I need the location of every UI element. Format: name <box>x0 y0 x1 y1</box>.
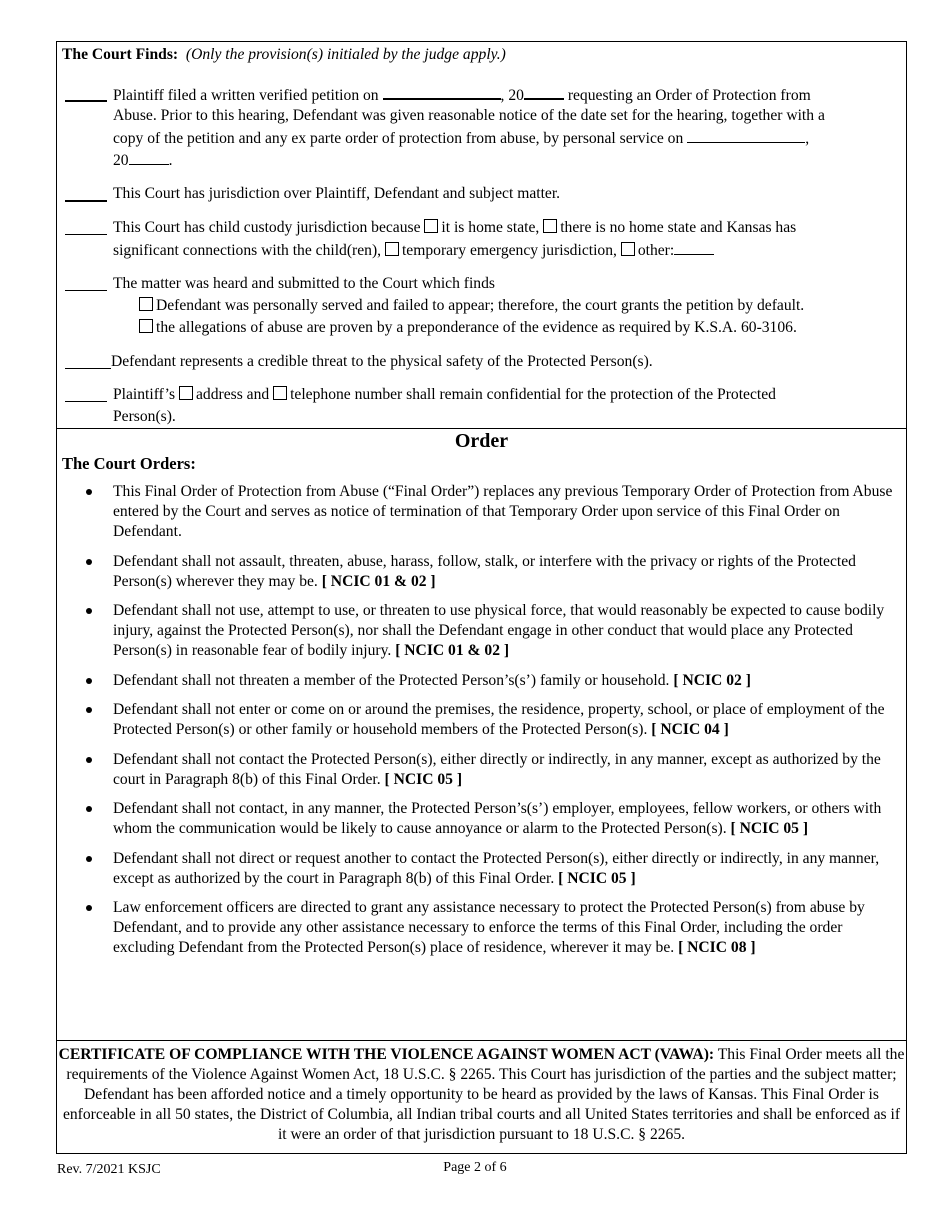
order-item <box>57 482 894 542</box>
finding-petition-filed <box>65 84 898 172</box>
bullet-icon <box>86 757 92 763</box>
home-state-label: it is home state, <box>441 219 540 236</box>
default-label: Defendant was personally served and failed to appear; therefore, the court grants the petition by default. <box>156 297 805 314</box>
petition-line-3: copy of the petition and any ex parte order of protection from abuse, by personal service on <box>113 130 684 147</box>
order-item <box>57 750 894 790</box>
petition-line-2: Abuse. Prior to this hearing, Defendant was given reasonable notice of the date set for the hearing, together with a <box>113 107 825 124</box>
bullet-icon <box>86 608 92 614</box>
order-item <box>57 671 894 691</box>
emergency-jurisdiction-checkbox[interactable] <box>385 242 399 256</box>
address-label: address and <box>196 386 270 403</box>
petition-date-blank[interactable] <box>383 84 501 100</box>
initial-blank[interactable] <box>65 218 107 235</box>
significant-connections-label: significant connections with the child(ren), <box>113 242 382 259</box>
court-orders-heading: The Court Orders: <box>62 454 196 473</box>
custody-text: This Court has child custody jurisdiction because <box>113 219 421 236</box>
bullet-icon <box>86 806 92 812</box>
order-item-text: Defendant shall not contact the Protected Person(s), either directly or indirectly, in any manner, except as authorized by the court in Paragraph 8(b) of this Final Order. <box>113 750 881 788</box>
initial-blank[interactable] <box>65 352 111 369</box>
ncic-code: [ NCIC 08 ] <box>678 939 756 956</box>
vawa-certificate-text: This Final Order meets all the requirements of the Violence Against Women Act, 18 U.S.C. § 2265. This Court has jurisdiction of the parties and the subject matter; Defendant has been afforded notice and a timely opportunity to be heard as provided by the laws of Kansas. This Final Order is enforceable in all 50 states, the District of Columbia, all Indian tribal courts and all United States territories and shall be enforced as if it were an order of that jurisdiction pursuant to 18 U.S.C. § 2265. <box>62 1046 905 1143</box>
jurisdiction-text: This Court has jurisdiction over Plaintiff, Defendant and subject matter. <box>113 185 561 202</box>
allegations-proven-label: the allegations of abuse are proven by a preponderance of the evidence as required by K.S.A. 60-3106. <box>156 319 797 336</box>
comma: , <box>805 130 810 147</box>
initial-blank[interactable] <box>65 385 107 402</box>
service-date-blank[interactable] <box>687 128 805 143</box>
order-item-text: Defendant shall not assault, threaten, abuse, harass, follow, stalk, or interfere with the privacy or rights of the Protected Person(s) wherever they may be. <box>113 552 856 590</box>
finding-custody-jurisdiction <box>65 218 898 262</box>
finding-jurisdiction <box>65 184 898 204</box>
other-label: other: <box>637 242 675 259</box>
other-checkbox[interactable] <box>621 242 635 256</box>
emergency-jurisdiction-label: temporary emergency jurisdiction, <box>401 242 617 259</box>
bullet-icon <box>86 707 92 713</box>
bullet-icon <box>86 856 92 862</box>
ncic-code: [ NCIC 04 ] <box>651 721 729 738</box>
credible-threat-text: Defendant represents a credible threat to the physical safety of the Protected Person(s). <box>111 353 653 370</box>
finding-matter-heard <box>65 274 898 340</box>
order-item <box>57 799 894 839</box>
ncic-code: [ NCIC 01 & 02 ] <box>321 572 436 590</box>
court-finds-note: (Only the provision(s) initialed by the judge apply.) <box>185 46 506 63</box>
petition-text-2: , 20 <box>500 87 524 104</box>
order-item-text: Defendant shall not threaten a member of the Protected Person’s(s’) family or household. <box>113 671 674 689</box>
ncic-code: [ NCIC 02 ] <box>673 671 751 689</box>
other-blank[interactable] <box>674 240 714 255</box>
home-state-checkbox[interactable] <box>424 219 438 233</box>
telephone-label: telephone number shall remain confidential for the protection of the Protected <box>290 386 776 403</box>
order-list <box>57 482 894 968</box>
service-year-prefix: 20 <box>113 152 129 169</box>
no-home-state-checkbox[interactable] <box>543 219 557 233</box>
initial-blank[interactable] <box>65 184 107 202</box>
order-item <box>57 898 894 958</box>
initial-blank[interactable] <box>65 84 107 102</box>
court-finds-section <box>57 42 906 429</box>
default-checkbox[interactable] <box>139 297 153 311</box>
order-item-text: Defendant shall not use, attempt to use, or threaten to use physical force, that would reasonably be expected to cause bodily injury, against the Protected Person(s), nor shall the Defendant engage in other conduct that would place any Protected Person(s) in reasonable fear of bodily injury. <box>113 602 885 659</box>
order-item-text: Defendant shall not direct or request another to contact the Protected Person(s), either directly or indirectly, in any manner, except as authorized by the court in Paragraph 8(b) of this Final Order. <box>113 849 880 887</box>
form-frame <box>56 41 907 1154</box>
finding-confidential <box>65 385 898 429</box>
ncic-code: [ NCIC 05 ] <box>558 869 636 887</box>
order-item-text: Defendant shall not contact, in any manner, the Protected Person’s(s’) employer, employees, fellow workers, or others with whom the communication would be likely to cause annoyance or alarm to the Protected Person(s). <box>113 800 882 837</box>
bullet-icon <box>86 905 92 911</box>
order-item-text: This Final Order of Protection from Abuse (“Final Order”) replaces any previous Temporary Order of Protection from Abuse entered by the Court and serves as notice of termination of that Temporary Order upon service of this Final Order on Defendant. <box>113 483 893 540</box>
bullet-icon <box>86 559 92 565</box>
matter-heard-text: The matter was heard and submitted to the Court which finds <box>113 275 495 292</box>
revision-label: Rev. 7/2021 KSJC <box>57 1162 161 1177</box>
address-checkbox[interactable] <box>179 386 193 400</box>
court-finds-heading <box>62 45 506 65</box>
no-home-state-label: there is no home state and Kansas has <box>560 219 797 236</box>
vawa-certificate <box>57 1045 906 1145</box>
court-finds-title: The Court Finds: <box>62 46 179 63</box>
bullet-icon <box>86 678 92 684</box>
allegations-proven-checkbox[interactable] <box>139 319 153 333</box>
ncic-code: [ NCIC 05 ] <box>730 820 809 837</box>
petition-text-3: requesting an Order of Protection from <box>567 87 811 104</box>
confidential-line-2: Person(s). <box>113 408 176 425</box>
order-section <box>57 428 906 1041</box>
period: . <box>168 152 173 169</box>
telephone-checkbox[interactable] <box>273 386 287 400</box>
initial-blank[interactable] <box>65 274 107 291</box>
petition-text-1: Plaintiff filed a written verified petition on <box>113 87 379 104</box>
vawa-certificate-section <box>57 1040 906 1154</box>
order-title: Order <box>454 430 509 452</box>
order-item <box>57 849 894 889</box>
plaintiffs-label: Plaintiff’s <box>113 386 176 403</box>
petition-year-blank[interactable] <box>524 84 564 100</box>
page-number: Page 2 of 6 <box>443 1160 507 1175</box>
service-year-blank[interactable] <box>129 150 169 165</box>
ncic-code: [ NCIC 01 & 02 ] <box>395 642 510 659</box>
order-item <box>57 700 894 740</box>
order-item-text: Law enforcement officers are directed to grant any assistance necessary to protect the Protected Person(s) from abuse by Defendant, and to provide any other assistance necessary to enforce the terms of this Final Order, including the order excluding Defendant from the Protected Person(s) place of residence, wherever it may be. <box>113 899 865 956</box>
finding-credible-threat <box>65 352 898 372</box>
order-item-text: Defendant shall not enter or come on or around the premises, the residence, property, school, or place of employment of the Protected Person(s) or other family or household members of the Protected Person(s). <box>113 701 885 738</box>
bullet-icon <box>86 489 92 495</box>
vawa-certificate-heading: CERTIFICATE OF COMPLIANCE WITH THE VIOLENCE AGAINST WOMEN ACT (VAWA): <box>58 1046 715 1063</box>
order-item <box>57 552 894 592</box>
ncic-code: [ NCIC 05 ] <box>384 770 463 788</box>
order-item <box>57 601 894 661</box>
